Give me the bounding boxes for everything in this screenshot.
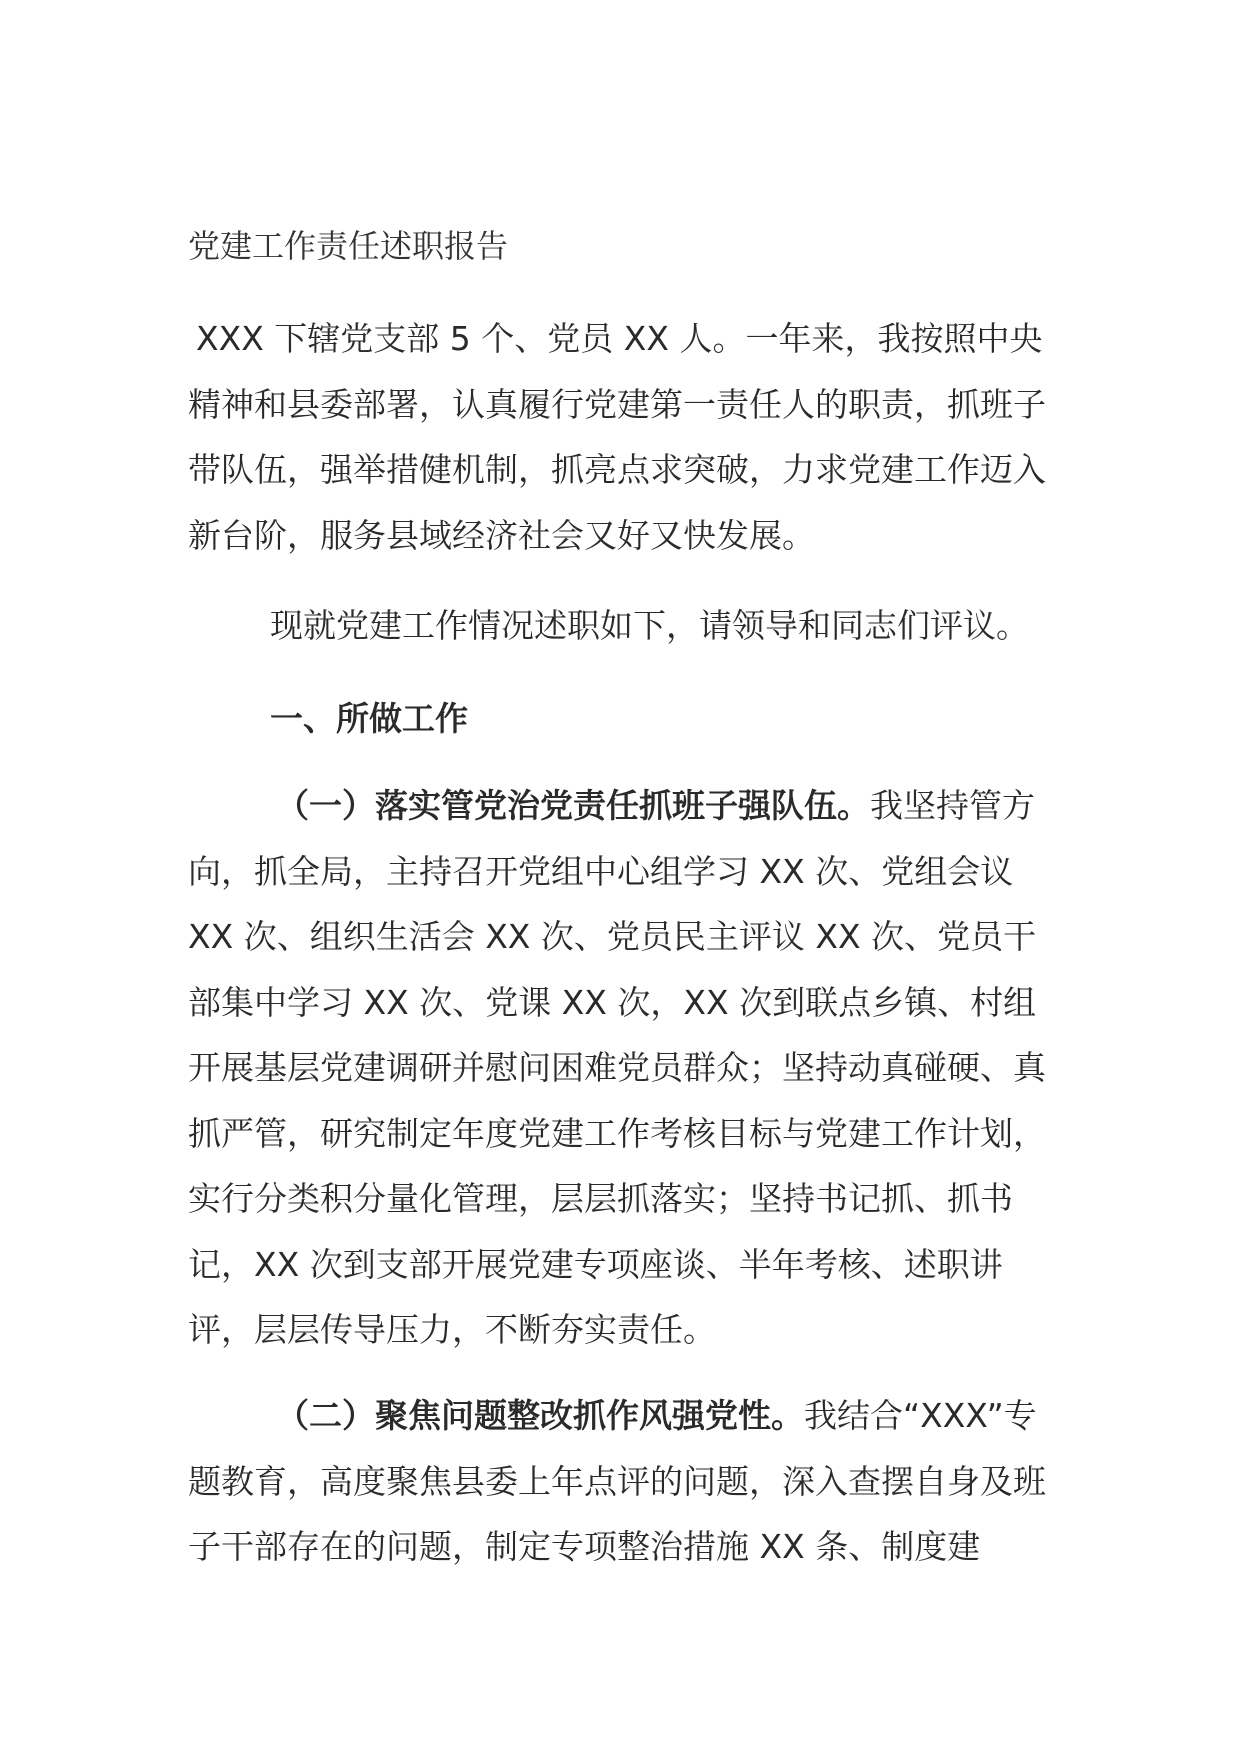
lead-paragraph: 现就党建工作情况述职如下，请领导和同志们评议。 bbox=[270, 606, 1029, 645]
intro-paragraph: XXX 下辖党支部 5 个、党员 XX 人。一年来，我按照中央精神和县委部署，认真履行党建第一责任人的职责，抓班子带队伍，强举措健机制，抓亮点求突破，力求党建工作迈入新台阶，服务县域经济社会又好又快发展。 bbox=[188, 319, 1046, 555]
document-title: 党建工作责任述职报告 bbox=[188, 227, 509, 265]
subsection-1-body: 我坚持管方向，抓全局，主持召开党组中心组学习 XX 次、党组会议 XX 次、组织生活会 XX 次、党员民主评议 XX 次、党员干部集中学习 XX 次、党课 XX 次，XX 次到联点乡镇、村组开展基层党建调研并慰问困难党员群众；坚持动真碰硬、真抓严管，研究制定年度党建工作考核目标与党建工作计划，实行分类积分量化管理，层层抓落实；坚持书记抓、抓书记，XX 次到支部开展党建专项座谈、半年考核、述职讲评，层层传导压力，不断夯实责任。 bbox=[188, 786, 1046, 1349]
subsection-1-paragraph bbox=[188, 773, 1068, 1363]
section-heading-1: 一、所做工作 bbox=[270, 699, 468, 738]
subsection-2-body: 我结合“XXX”专题教育，高度聚焦县委上年点评的问题，深入查摆自身及班子干部存在的问题，制定专项整治措施 XX 条、制度建 bbox=[188, 1396, 1046, 1566]
subsection-1-title: （一）落实管党治党责任抓班子强队伍。 bbox=[276, 786, 870, 825]
subsection-2-title: （二）聚焦问题整改抓作风强党性。 bbox=[276, 1396, 804, 1435]
subsection-2-paragraph bbox=[188, 1383, 1068, 1580]
